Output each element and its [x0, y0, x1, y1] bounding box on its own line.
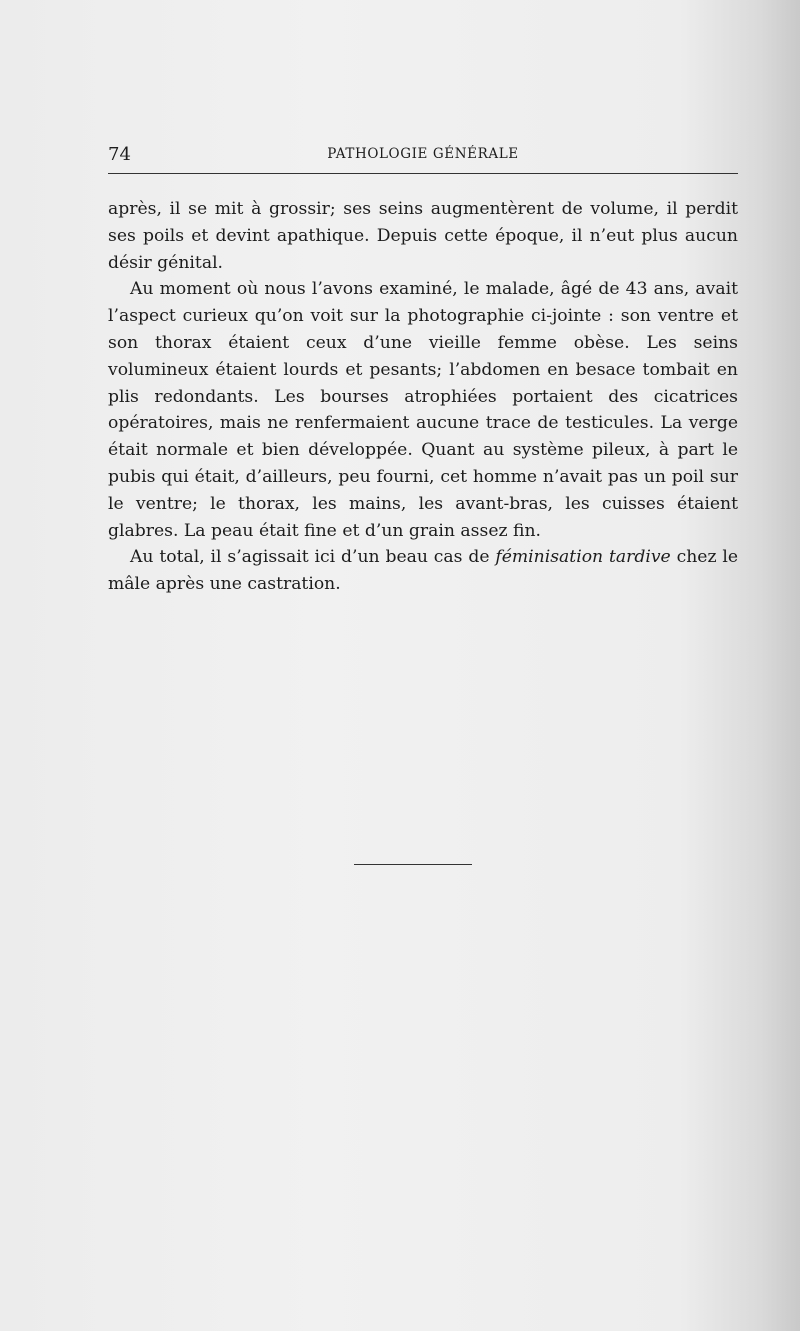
paragraph-continuation: après, il se mit à grossir; ses seins augmentèrent de volume, il perdit ses poils et devint apathique. Depuis cette époque, il n’eut plus aucun désir génital. [108, 199, 738, 273]
paragraph-conclusion [108, 544, 738, 598]
conclusion-text-start: Au total, il s’agissait ici d’un beau cas de [130, 547, 496, 568]
page-number: 74 [108, 144, 131, 165]
paragraph-examination: Au moment où nous l’avons examiné, le malade, âgé de 43 ans, avait l’aspect curieux qu’on voit sur la photographie ci-jointe : son ventre et son thorax étaient ceux d’une vieille femme obèse. Les seins volumineux étaient lourds et pesants; l’abdomen en besace tombait en plis redondants. Les bourses atrophiées portaient des cicatrices opératoires, mais ne renfermaient aucune trace de testicules. La verge était normale et bien développée. Quant au système pileux, à part le pubis qui était, d’ailleurs, peu fourni, cet homme n’avait pas un poil sur le ventre; le thorax, les mains, les avant-bras, les cuisses étaient glabres. La peau était fine et d’un grain assez fin. [108, 279, 738, 541]
page-header [108, 142, 738, 168]
running-title: PATHOLOGIE GÉNÉRALE [327, 146, 519, 162]
emphasized-term: féminisation tardive [495, 547, 671, 568]
section-end-rule [354, 864, 472, 865]
conclusion-text-end: chez le mâle après une castration. [108, 547, 739, 595]
header-rule [108, 173, 738, 174]
body-text [108, 196, 738, 598]
